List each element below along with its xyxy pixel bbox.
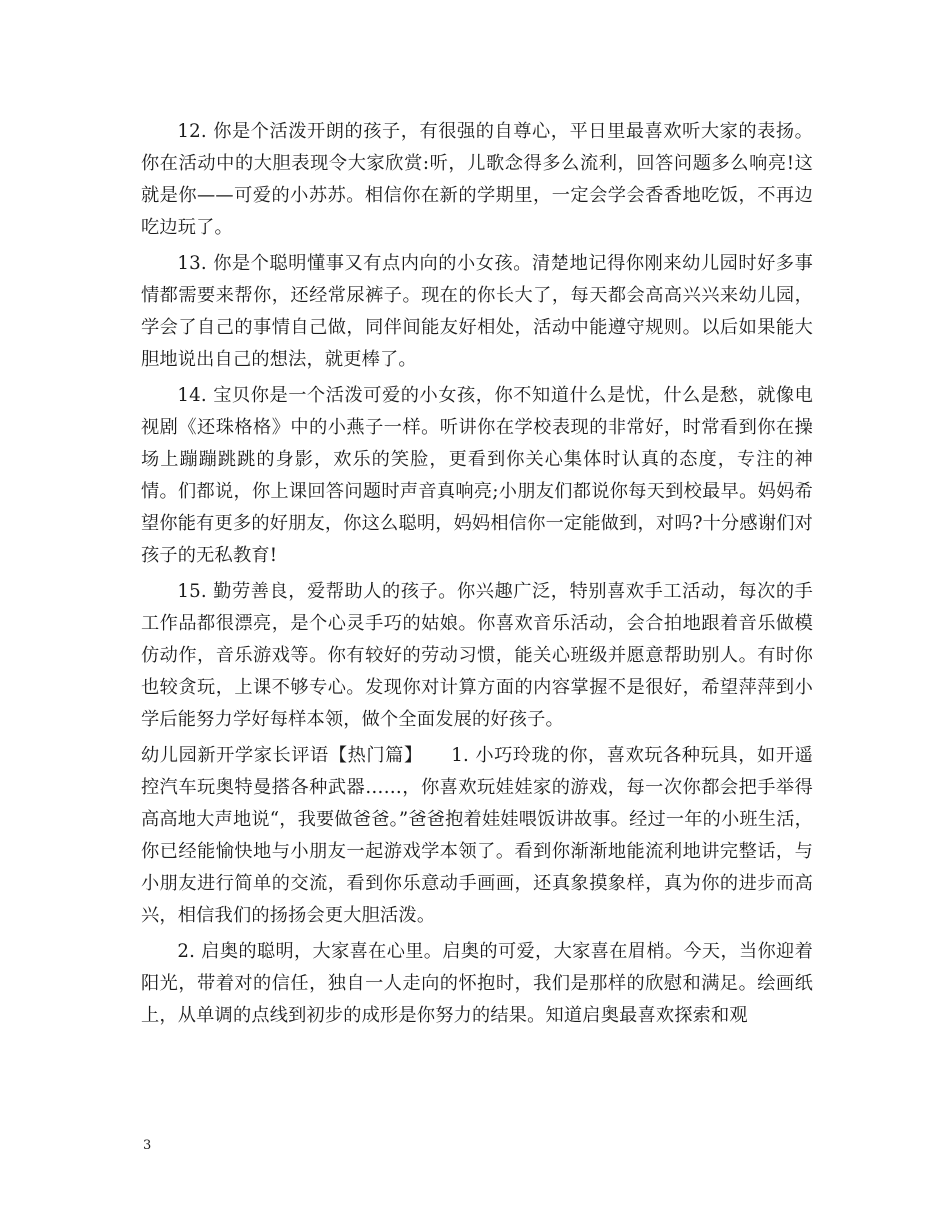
page-number: 3: [143, 1138, 152, 1153]
document-body: [141, 116, 813, 1032]
paragraph-14: 14. 宝贝你是一个活泼可爱的小女孩，你不知道什么是忧，什么是愁，就像电视剧《还珠格格》中的小燕子一样。听讲你在学校表现的非常好，时常看到你在操场上蹦蹦跳跳的身影，欢乐的笑脸，更看到你关心集体时认真的态度，专注的神情。们都说，你上课回答问题时声音真响亮;小朋友们都说你每天到校最早。妈妈希望你能有更多的好朋友，你这么聪明，妈妈相信你一定能做到，对吗?十分感谢们对孩子的无私教育!: [141, 385, 813, 566]
paragraph-hot-section: 幼儿园新开学家长评语【热门篇】 1. 小巧玲珑的你，喜欢玩各种玩具，如开遥控汽车玩奥特曼搭各种武器……，你喜欢玩娃娃家的游戏，每一次你都会把手举得高高地大声地说“，我要做爸爸。”爸爸抱着娃娃喂饭讲故事。经过一年的小班生活，你已经能愉快地与小朋友一起游戏学本领了。看到你渐渐地能流利地讲完整话，与小朋友进行简单的交流，看到你乐意动手画画，还真象摸象样，真为你的进步而高兴，相信我们的扬扬会更大胆活泼。: [141, 745, 813, 926]
paragraph-15: 15. 勤劳善良，爱帮助人的孩子。你兴趣广泛，特别喜欢手工活动，每次的手工作品都很漂亮，是个心灵手巧的姑娘。你喜欢音乐活动，会合拍地跟着音乐做模仿动作，音乐游戏等。你有较好的劳动习惯，能关心班级并愿意帮助别人。有时你也较贪玩，上课不够专心。发现你对计算方面的内容掌握不是很好，希望萍萍到小学后能努力学好每样本领，做个全面发展的好孩子。: [141, 581, 813, 730]
paragraph-2: 2. 启奥的聪明，大家喜在心里。启奥的可爱，大家喜在眉梢。今天，当你迎着阳光，带着对的信任，独自一人走向的怀抱时，我们是那样的欣慰和满足。绘画纸上，从单调的点线到初步的成形是你努力的结果。知道启奥最喜欢探索和观: [141, 941, 813, 1026]
paragraph-12: 12. 你是个活泼开朗的孩子，有很强的自尊心，平日里最喜欢听大家的表扬。你在活动中的大胆表现令大家欣赏:听，儿歌念得多么流利，回答问题多么响亮!这就是你——可爱的小苏苏。相信你在新的学期里，一定会学会香香地吃饭，不再边吃边玩了。: [141, 121, 813, 238]
paragraph-13: 13. 你是个聪明懂事又有点内向的小女孩。清楚地记得你刚来幼儿园时好多事情都需要来帮你，还经常尿裤子。现在的你长大了，每天都会高高兴兴来幼儿园，学会了自己的事情自己做，同伴间能友好相处，活动中能遵守规则。以后如果能大胆地说出自己的想法，就更棒了。: [141, 253, 813, 370]
